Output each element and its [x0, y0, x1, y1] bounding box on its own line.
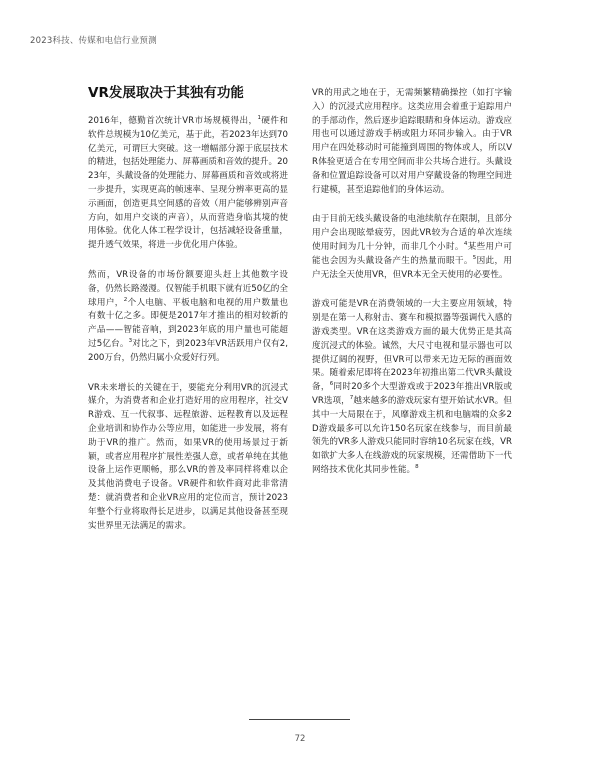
text-run: 对比之下，到2023年VR活跃用户仅有2,200万台，仍然归属小众爱好行列。 — [88, 338, 288, 363]
body-paragraph — [88, 382, 288, 534]
body-paragraph — [312, 213, 512, 282]
text-run: 因此，用户无法全天使用VR，但VR本无全天使用的必要性。 — [312, 255, 512, 280]
footnote-ref: 6 — [329, 381, 334, 388]
text-run: 游戏可能是VR在消费领域的一大主要应用领域，特别是在第一人称射击、赛车和模拟器等强调代入感的游戏类型。VR在这类游戏方面的最大优势正是其高度沉浸式的体验。诚然，大尺寸电视和显示器也可以提供辽阔的视野，但VR可以带来无边无际的画面效果。随着索尼即将在2023年初推出第二代VR头戴设备， — [312, 299, 512, 393]
running-header: 2023科技、传媒和电信行业预测 — [30, 36, 157, 46]
right-column — [312, 87, 512, 478]
footnote-ref: 5 — [472, 254, 477, 261]
footnote-ref: 3 — [128, 338, 133, 345]
body-paragraph — [88, 269, 288, 366]
footnote-ref: 7 — [349, 395, 354, 402]
text-run: 硬件和软件总规模为10亿美元，基于此，若2023年达到70亿美元，可谓巨大突破。这一增幅部分源于底层技术的精进，包括处理能力、屏幕画质和音效的提升。2023年，头戴设备的处理能力、屏幕画质和音效或将进一步提升，实现更高的帧速率、呈现分辨率更高的显示画面，创造更具空间感的音效（用户能够辨别声音方向，如用户交谈的声音），从而营造身临其境的使用体验。优化人体工程学设计，包括减轻设备重量，提升透气效果，将进一步优化用户体验。 — [88, 116, 288, 251]
text-run: 某些用户可能也会因为头戴设备产生的热量而眼干。 — [312, 241, 512, 266]
text-run: 越来越多的游戏玩家有望开始试水VR。但其中一大局限在于，风靡游戏主机和电脑端的众多2D游戏最多可以允许150名玩家在线参与，而目前最领先的VR多人游戏只能同时容纳10名玩家在线，VR如欲扩大多人在线游戏的玩家规模，还需借助下一代网络技术优化其同步性能。 — [312, 395, 512, 475]
text-run: 2016年，德勤首次统计VR市场规模得出， — [88, 116, 258, 126]
section-title: VR发展取决于其独有功能 — [88, 85, 244, 101]
footer-rule — [249, 719, 350, 720]
body-paragraph — [312, 298, 512, 477]
text-run: VR的用武之地在于，无需频繁精确操控（如打字输入）的沉浸式应用程序。这类应用会着重于追踪用户的手部动作，然后逐步追踪眼睛和身体运动。游戏应用也可以通过游戏手柄或阻力环同步输入。由于VR用户在四处移动时可能撞到周围的物体或人，所以VR体验更适合在专用空间而非公共场合进行。头戴设备和位置追踪设备可以对用户穿戴设备的物理空间进行建模，甚至追踪他们的身体运动。 — [312, 88, 512, 195]
text-run: 然而，VR设备的市场份额要迎头赶上其他数字设备，仍然长路漫漫。仅智能手机眼下就有近50亿的全球用户， — [88, 269, 288, 308]
text-run: 由于目前无线头戴设备的电池续航存在限制，且部分用户会出现眩晕疲劳，因此VR较为合适的单次连续使用时间为几十分钟，而非几个小时。 — [312, 214, 512, 252]
footnote-ref: 4 — [463, 241, 468, 248]
text-run: VR未来增长的关键在于，要能充分利用VR的沉浸式媒介，为消费者和企业打造好用的应用程序，社交VR游戏、互一代叙事、远程旅游、远程教育以及远程企业培训和协作办公等应用，如能进一步发展，将有助于VR的推广。然而，如果VR的使用场景过于新颖，或者应用程序扩展性差强人意，或者单纯在其他设备上运作更顺畅，那么VR的普及率同样将难以企及其他消费电子设备。VR硬件和软件商对此非常清楚：就消费者和企业VR应用的定位而言，预计2023年整个行业将取得长足进步，以满足其他设备甚至现实世界里无法满足的需求。 — [88, 382, 288, 531]
body-paragraph — [88, 115, 288, 253]
footnote-ref: 2 — [123, 296, 128, 303]
footnote-ref: 8 — [415, 464, 419, 471]
text-run: 同时20多个大型游戏或于2023年推出VR版或VR选项， — [312, 382, 512, 406]
right-paragraphs — [312, 87, 512, 478]
footnote-ref: 1 — [257, 115, 261, 122]
page-number: 72 — [294, 734, 306, 744]
left-column — [88, 84, 288, 533]
left-paragraphs — [88, 115, 288, 533]
body-paragraph — [312, 87, 512, 197]
text-run: 个人电脑、平板电脑和电视的用户数量也有数十亿之多。即便是2017年才推出的相对较新的产品——智能音响，到2023年底的用户量也可能超过5亿台。 — [88, 297, 288, 349]
